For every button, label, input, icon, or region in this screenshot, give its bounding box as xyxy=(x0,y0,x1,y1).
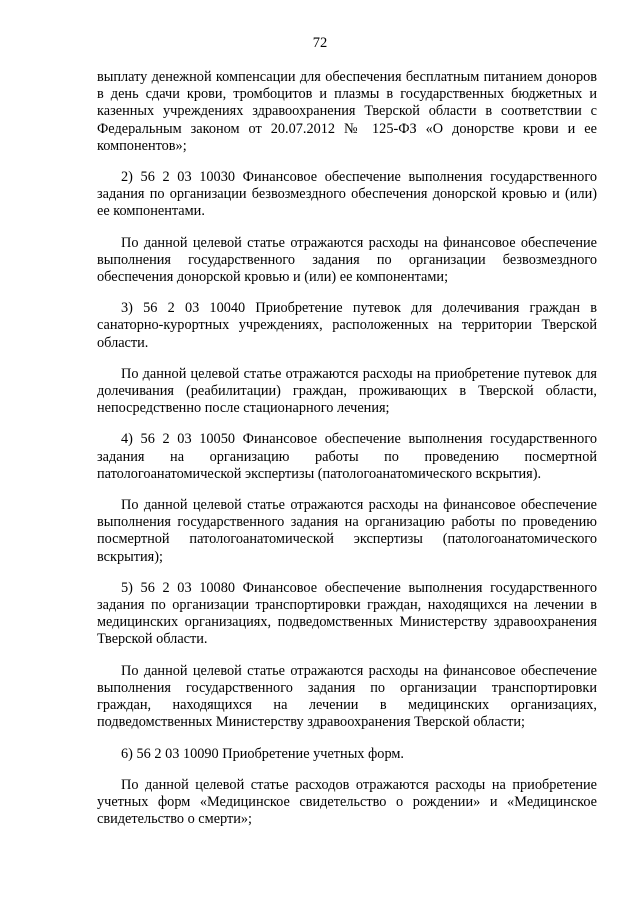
paragraph-gap xyxy=(97,483,597,497)
paragraph-gap xyxy=(97,155,597,169)
paragraph-item-4-heading: 4) 56 2 03 10050 Финансовое обеспечение выполнения государственного задания на организацию работы по проведению посмертной патологоанатомической экспертизы (патологоанатомического вскрытия). xyxy=(97,431,597,482)
page-number: 72 xyxy=(312,35,328,51)
paragraph-gap xyxy=(97,763,597,777)
paragraph-item-4-description: По данной целевой статье отражаются расходы на финансовое обеспечение выполнения государственного задания на организацию работы по проведению посмертной патологоанатомической экспертизы (патологоанатомического вскрытия); xyxy=(97,497,597,565)
paragraph-item-3-description: По данной целевой статье отражаются расходы на приобретение путевок для долечивания (реабилитации) граждан, проживающих в Тверской области, непосредственно после стационарного лечения; xyxy=(97,365,597,417)
paragraph-item-6-description: По данной целевой статье расходов отражаются расходы на приобретение учетных форм «Медицинское свидетельство о рождении» и «Медицинское свидетельство о смерти»; xyxy=(97,776,597,828)
paragraph-gap xyxy=(97,417,597,431)
paragraph-item-5-heading: 5) 56 2 03 10080 Финансовое обеспечение выполнения государственного задания по организации транспортировки граждан, находящихся на лечении в медицинских организациях, подведомственных Министерству здравоохранения Тверской области. xyxy=(97,579,597,648)
document-body xyxy=(97,69,597,828)
paragraph-item-2-description: По данной целевой статье отражаются расходы на финансовое обеспечение выполнения государственного задания по организации безвозмездного обеспечения донорской кровью и (или) ее компонентами; xyxy=(97,234,597,286)
paragraph-gap xyxy=(97,732,597,746)
paragraph-gap xyxy=(97,286,597,300)
paragraph-item-2-heading: 2) 56 2 03 10030 Финансовое обеспечение выполнения государственного задания по организации безвозмездного обеспечения донорской кровью и (или) ее компонентами. xyxy=(97,169,597,220)
paragraph-gap xyxy=(97,566,597,580)
paragraph-gap xyxy=(97,649,597,663)
paragraph-item-5-description: По данной целевой статье отражаются расходы на финансовое обеспечение выполнения государственного задания по организации транспортировки граждан, находящихся на лечении в медицинских организациях, подведомственных Министерству здравоохранения Тверской области; xyxy=(97,662,597,731)
paragraph-item-3-heading: 3) 56 2 03 10040 Приобретение путевок для долечивания граждан в санаторно-курортных учреждениях, расположенных на территории Тверской области. xyxy=(97,300,597,351)
paragraph-gap xyxy=(97,352,597,366)
paragraph-gap xyxy=(97,221,597,235)
paragraph-item-6-heading: 6) 56 2 03 10090 Приобретение учетных форм. xyxy=(121,745,404,762)
paragraph-continuation: выплату денежной компенсации для обеспечения бесплатным питанием доноров в день сдачи крови, тромбоцитов и плазмы в государственных бюджетных и казенных учреждениях здравоохранения Тверской области в соответствии с Федеральным законом от 20.07.2012 № 125-ФЗ «О донорстве крови и ее компонентов»; xyxy=(97,69,597,154)
